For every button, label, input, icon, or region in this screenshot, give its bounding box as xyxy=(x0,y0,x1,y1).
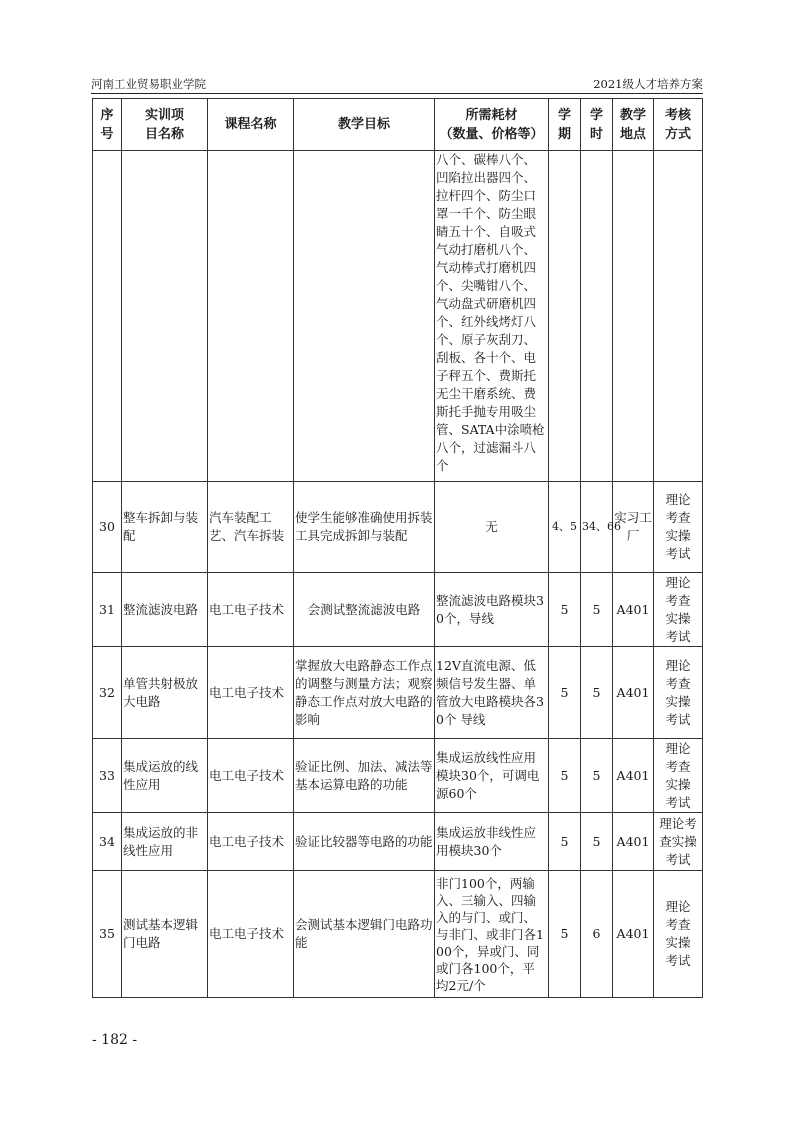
cell-exam: 理论考查实操考试 xyxy=(654,647,703,739)
cell-location: A401 xyxy=(613,813,654,871)
col-header-objective: 教学目标 xyxy=(294,99,435,151)
cell-course: 电工电子技术 xyxy=(208,647,294,739)
cell-exam: 理论考查实操考试 xyxy=(654,573,703,647)
cell-course: 电工电子技术 xyxy=(208,813,294,871)
cell-term: 5 xyxy=(549,573,581,647)
cell-course: 汽车装配工艺、汽车拆装 xyxy=(208,482,294,573)
cell-hours: 34、66 xyxy=(581,482,613,573)
cell-empty xyxy=(654,151,703,482)
col-header-project: 实训项 目名称 xyxy=(122,99,208,151)
cell-project: 集成运放的线性应用 xyxy=(122,739,208,813)
cell-term: 5 xyxy=(549,647,581,739)
cell-project: 测试基本逻辑门电路 xyxy=(122,871,208,998)
col-header-hours: 学 时 xyxy=(581,99,613,151)
cell-exam: 理论考查实操考试 xyxy=(654,482,703,573)
cell-project: 集成运放的非线性应用 xyxy=(122,813,208,871)
cell-hours: 5 xyxy=(581,647,613,739)
col-header-location: 教学 地点 xyxy=(613,99,654,151)
cell-course: 电工电子技术 xyxy=(208,871,294,998)
cell-materials: 无 xyxy=(435,482,549,573)
page-header xyxy=(91,76,703,92)
cell-term: 4、5 xyxy=(549,482,581,573)
cell-location: A401 xyxy=(613,573,654,647)
cell-hours: 5 xyxy=(581,813,613,871)
cell-objective: 验证比较器等电路的功能 xyxy=(294,813,435,871)
cell-project: 单管共射极放大电路 xyxy=(122,647,208,739)
cell-exam: 理论考查实操考试 xyxy=(654,739,703,813)
cell-location: A401 xyxy=(613,871,654,998)
cell-location: 实习工厂 xyxy=(613,482,654,573)
cell-seq: 33 xyxy=(93,739,122,813)
table-row xyxy=(93,482,703,573)
cell-empty xyxy=(93,151,122,482)
cell-empty xyxy=(208,151,294,482)
cell-objective: 会测试基本逻辑门电路功能 xyxy=(294,871,435,998)
cell-empty xyxy=(294,151,435,482)
table-row xyxy=(93,647,703,739)
cell-hours: 5 xyxy=(581,573,613,647)
header-doc-title: 2021级人才培养方案 xyxy=(593,77,703,91)
cell-exam: 理论考查实操考试 xyxy=(654,871,703,998)
cell-empty xyxy=(549,151,581,482)
cell-exam: 理论考查实操考试 xyxy=(654,813,703,871)
cell-project: 整车拆卸与装配 xyxy=(122,482,208,573)
col-header-course: 课程名称 xyxy=(208,99,294,151)
cell-objective: 掌握放大电路静态工作点的调整与测量方法；观察静态工作点对放大电路的影响 xyxy=(294,647,435,739)
cell-term: 5 xyxy=(549,871,581,998)
cell-course: 电工电子技术 xyxy=(208,739,294,813)
table-row xyxy=(93,739,703,813)
col-header-materials: 所需耗材 （数量、价格等） xyxy=(435,99,549,151)
cell-objective: 会测试整流滤波电路 xyxy=(294,573,435,647)
col-header-exam: 考核 方式 xyxy=(654,99,703,151)
cell-course: 电工电子技术 xyxy=(208,573,294,647)
col-header-term: 学 期 xyxy=(549,99,581,151)
header-school-name: 河南工业贸易职业学院 xyxy=(91,77,206,91)
cell-seq: 30 xyxy=(93,482,122,573)
page-number: - 182 - xyxy=(92,1032,138,1048)
cell-empty xyxy=(581,151,613,482)
cell-materials: 集成运放非线性应用模块30个 xyxy=(435,813,549,871)
cell-materials: 12V直流电源、低频信号发生器、单管放大电路模块各30个 导线 xyxy=(435,647,549,739)
col-header-seq: 序 号 xyxy=(93,99,122,151)
cell-hours: 6 xyxy=(581,871,613,998)
table-header-row xyxy=(93,99,703,151)
cell-project: 整流滤波电路 xyxy=(122,573,208,647)
cell-empty xyxy=(122,151,208,482)
cell-objective: 使学生能够准确使用拆装工具完成拆卸与装配 xyxy=(294,482,435,573)
cell-term: 5 xyxy=(549,813,581,871)
cell-materials: 集成运放线性应用模块30个，可调电源60个 xyxy=(435,739,549,813)
cell-objective: 验证比例、加法、减法等基本运算电路的功能 xyxy=(294,739,435,813)
cell-seq: 35 xyxy=(93,871,122,998)
cell-materials: 非门100个，两输入、三输入、四输入的与门、或门、与非门、或非门各100个，异或门、同或门各100个，平均2元/个 xyxy=(435,871,549,998)
cell-empty xyxy=(613,151,654,482)
cell-location: A401 xyxy=(613,739,654,813)
cell-seq: 32 xyxy=(93,647,122,739)
cell-seq: 34 xyxy=(93,813,122,871)
table-row-continuation xyxy=(93,151,703,482)
cell-hours: 5 xyxy=(581,739,613,813)
table-row xyxy=(93,871,703,998)
header-rule xyxy=(91,93,703,94)
cell-materials: 整流滤波电路模块30个，导线 xyxy=(435,573,549,647)
cell-term: 5 xyxy=(549,739,581,813)
table-row xyxy=(93,813,703,871)
cell-seq: 31 xyxy=(93,573,122,647)
cell-location: A401 xyxy=(613,647,654,739)
table-row xyxy=(93,573,703,647)
cell-materials-continued: 八个、碳棒八个、凹陷拉出器四个、拉杆四个、防尘口罩一千个、防尘眼睛五十个、自吸式气动打磨机八个、气动棒式打磨机四个、尖嘴钳八个、气动盘式研磨机四个、红外线烤灯八个、原子灰刮刀、刮板、各十个、电子秤五个、费斯托无尘干磨系统、费斯托手抛专用吸尘管、SATA中涂喷枪八个，过滤漏斗八个 xyxy=(435,151,549,482)
training-table xyxy=(92,98,703,998)
